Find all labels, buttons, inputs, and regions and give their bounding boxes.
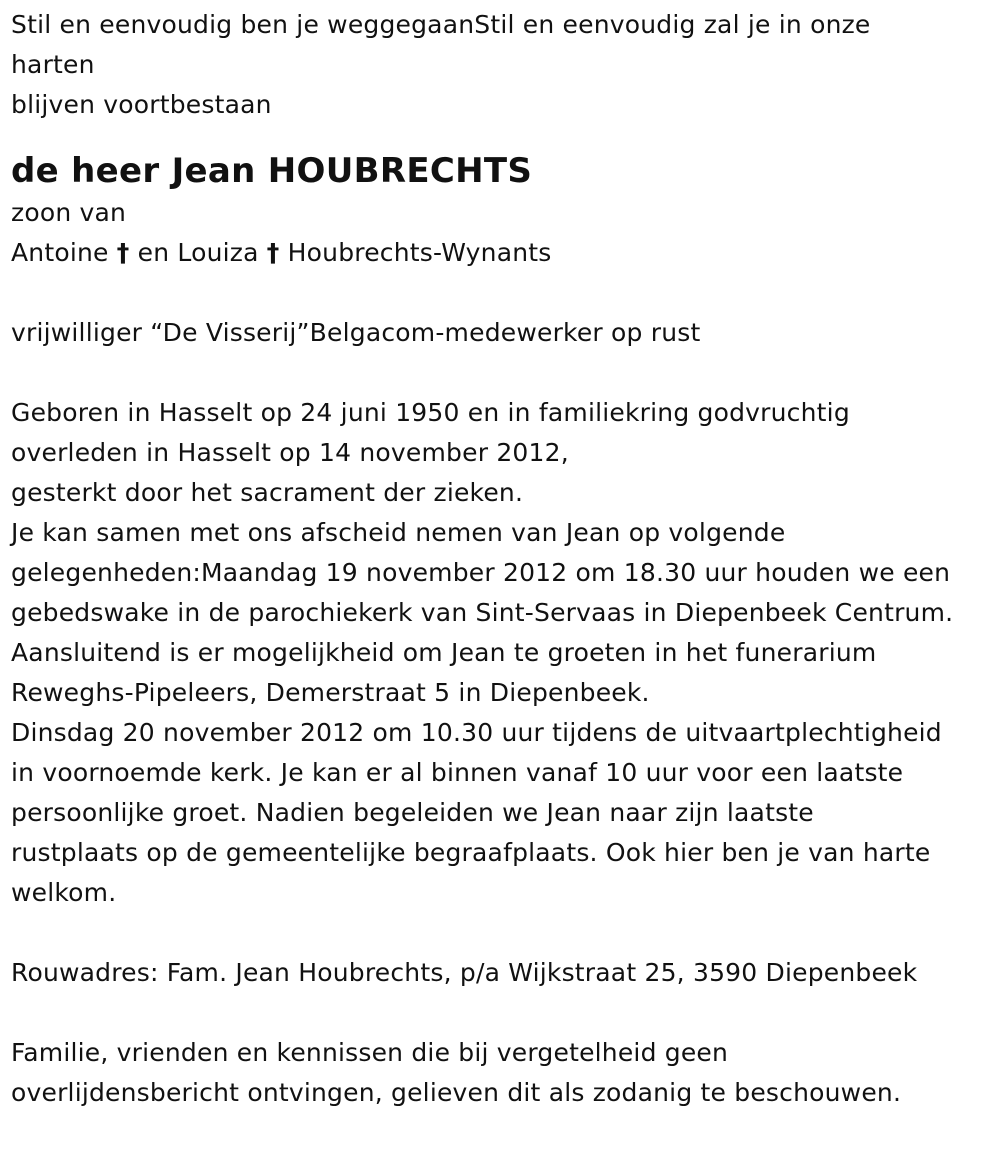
parents-line: [11, 233, 980, 273]
announcement-body: [11, 393, 980, 913]
mother-conjunction: en Louiza: [137, 238, 259, 267]
body-line: rustplaats op de gemeentelijke begraafplaats. Ook hier ben je van harte: [11, 838, 931, 867]
parents-surnames: Houbrechts-Wynants: [287, 238, 552, 267]
spacer: [11, 913, 980, 953]
body-line: gebedswake in de parochiekerk van Sint-Servaas in Diepenbeek Centrum.: [11, 598, 954, 627]
motto: [11, 5, 980, 125]
closing-line-2: overlijdensbericht ontvingen, gelieven dit als zodanig te beschouwen.: [11, 1078, 902, 1107]
motto-line-2: harten: [11, 50, 95, 79]
deceased-name: de heer Jean HOUBRECHTS: [11, 151, 533, 191]
body-line: welkom.: [11, 878, 117, 907]
father-name: Antoine: [11, 238, 109, 267]
body-line: gelegenheden:Maandag 19 november 2012 om 18.30 uur houden we een: [11, 558, 951, 587]
body-line: Aansluitend is er mogelijkheid om Jean te groeten in het funerarium: [11, 638, 877, 667]
relation-text: zoon van: [11, 198, 127, 227]
spacer: [11, 993, 980, 1033]
motto-line-3: blijven voortbestaan: [11, 90, 272, 119]
spacer: [11, 273, 980, 313]
body-line: persoonlijke groet. Nadien begeleiden we Jean naar zijn laatste: [11, 798, 814, 827]
body-line: Reweghs-Pipeleers, Demerstraat 5 in Diepenbeek.: [11, 678, 650, 707]
cross-icon: †: [266, 238, 280, 267]
spacer: [11, 353, 980, 393]
body-line: in voornoemde kerk. Je kan er al binnen vanaf 10 uur voor een laatste: [11, 758, 904, 787]
cross-icon: †: [116, 238, 130, 267]
closing-line-1: Familie, vrienden en kennissen die bij vergetelheid geen: [11, 1038, 729, 1067]
occupation-text: vrijwilliger “De Visserij”Belgacom-medewerker op rust: [11, 318, 701, 347]
body-line: Dinsdag 20 november 2012 om 10.30 uur tijdens de uitvaartplechtigheid: [11, 718, 942, 747]
body-line: Geboren in Hasselt op 24 juni 1950 en in familiekring godvruchtig: [11, 398, 850, 427]
body-line: gesterkt door het sacrament der zieken.: [11, 478, 524, 507]
body-line: Je kan samen met ons afscheid nemen van Jean op volgende: [11, 518, 786, 547]
motto-line-1: Stil en eenvoudig ben je weggegaanStil en eenvoudig zal je in onze: [11, 10, 871, 39]
mourning-address: Rouwadres: Fam. Jean Houbrechts, p/a Wijkstraat 25, 3590 Diepenbeek: [11, 958, 918, 987]
body-line: overleden in Hasselt op 14 november 2012,: [11, 438, 569, 467]
closing-note: [11, 1033, 980, 1113]
